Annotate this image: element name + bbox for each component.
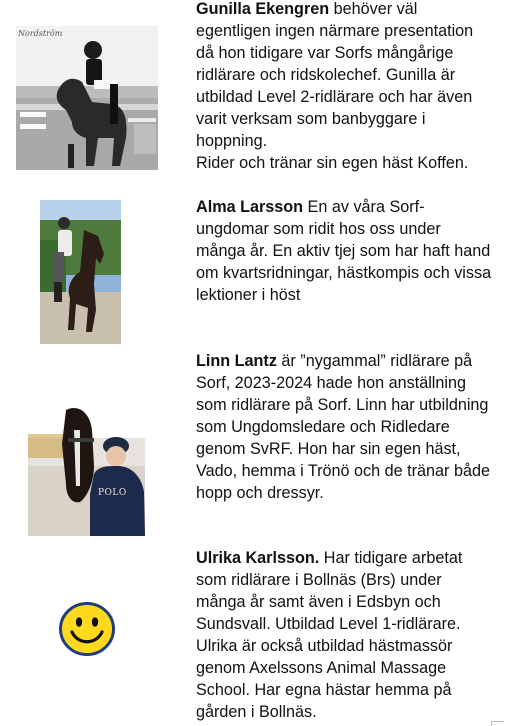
smiley-icon (58, 601, 116, 657)
shirt-text: POLO (98, 488, 127, 498)
person-description: behöver väl egentligen ingen närmare presentation då hon tidigare var Sorfs mångårige ridlärare och ridskolechef. Gunilla är utbildad Level 2-ridlärare och har även varit verksam som banbyggare i hoppning. (196, 0, 474, 150)
photo-signature: Nordström (18, 29, 63, 38)
person-name: Alma Larsson (196, 198, 304, 216)
bio-alma (196, 196, 492, 306)
photo-alma (40, 200, 121, 344)
photo-gunilla (16, 26, 158, 170)
bio-ulrika (196, 547, 492, 723)
person-description: Har tidigare arbetat som ridlärare i Bollnäs (Brs) under många år samt även i Edsbyn och Sundsvall. Utbildad Level 1-ridlärare. Ulrika är också utbildad hästmassör genom Axelssons Animal Massage School. Har egna hästar hemma på gården i Bollnäs. (196, 549, 463, 721)
bio-gunilla (196, 0, 492, 174)
person-description: En av våra Sorf-ungdomar som ridit hos oss under många år. En aktiv tjej som har haft hand om kvartsridningar, hästkompis och vissa lektioner i höst (196, 198, 492, 304)
person-name: Ulrika Karlsson. (196, 549, 320, 567)
person-name: Gunilla Ekengren (196, 0, 330, 18)
person-extra: Rider och tränar sin egen häst Koffen. (196, 154, 469, 172)
photo-linn (28, 374, 145, 536)
person-name: Linn Lantz (196, 352, 277, 370)
page-corner-mark (491, 721, 504, 726)
bio-linn (196, 350, 492, 504)
person-description: är ”nygammal” ridlärare på Sorf, 2023-2024 hade hon anställning som ridlärare på Sorf. Linn har utbildning som Ungdomsledare och Ridledare genom SvRF. Hon har sin egen häst, Vado, hemma i Trönö och de tränar både hopp och dressyr. (196, 352, 490, 502)
